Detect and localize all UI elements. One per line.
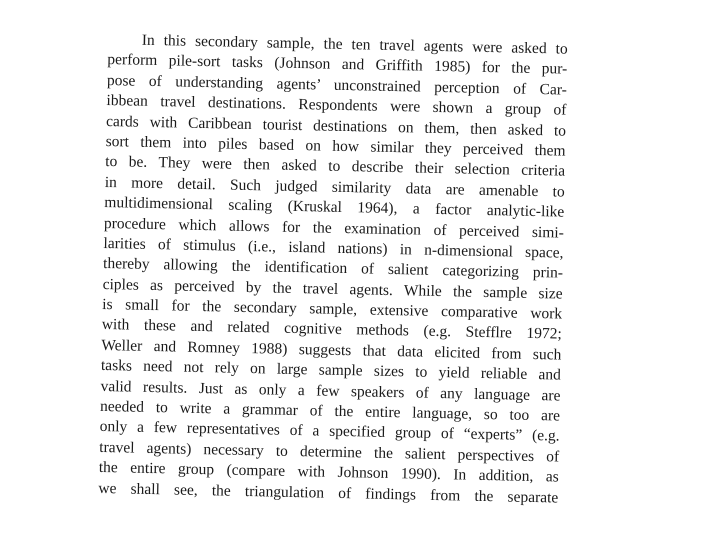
text-line: is small for the secondary sample, extensive comparative work — [102, 296, 563, 323]
text-line: thereby allowing the identification of salient categorizing prin- — [102, 255, 564, 282]
text-line: larities of stimulus (i.e., island nations) in n-dimensional space, — [103, 234, 564, 262]
text-line: needed to write a grammar of the entire language, so too are — [99, 397, 561, 425]
text-line: ciples as perceived by the travel agents. While the sample size — [102, 275, 563, 303]
text-line: valid results. Just as only a few speakers of any language are — [100, 377, 561, 405]
text-line: cards with Caribbean tourist destinations on them, then asked to — [105, 112, 567, 140]
text-line: perform pile-sort tasks (Johnson and Griffith 1985) for the pur- — [107, 51, 568, 79]
text-line: we shall see, the triangulation of findings from the separate — [98, 479, 559, 507]
text-line: to be. They were then asked to describe their selection criteria — [105, 153, 566, 180]
text-line: with these and related cognitive methods (e.g. Stefflre 1972; — [101, 316, 562, 344]
text-line: sort them into piles based on how similar they perceived them — [105, 132, 566, 160]
text-line: the entire group (compare with Johnson 1990). In addition, as — [98, 459, 559, 486]
body-paragraph — [98, 30, 568, 509]
text-line: Weller and Romney 1988) suggests that data elicited from such — [101, 336, 562, 364]
text-line: ibbean travel destinations. Respondents were shown a group of — [106, 92, 567, 119]
text-line: in more detail. Such judged similarity data are amenable to — [104, 173, 565, 201]
text-line: pose of understanding agents’ unconstrained perception of Car- — [106, 71, 568, 99]
text-line: In this secondary sample, the ten travel agents were asked to — [141, 31, 568, 58]
text-line: multidimensional scaling (Kruskal 1964), a factor analytic-like — [104, 194, 565, 221]
text-line: only a few representatives of a specified group of “experts” (e.g. — [99, 418, 560, 445]
text-line: travel agents) necessary to determine the salient perspectives of — [99, 438, 560, 466]
text-line: procedure which allows for the examination of perceived simi- — [103, 214, 565, 242]
text-line: tasks need not rely on large sample sizes to yield reliable and — [100, 357, 562, 384]
